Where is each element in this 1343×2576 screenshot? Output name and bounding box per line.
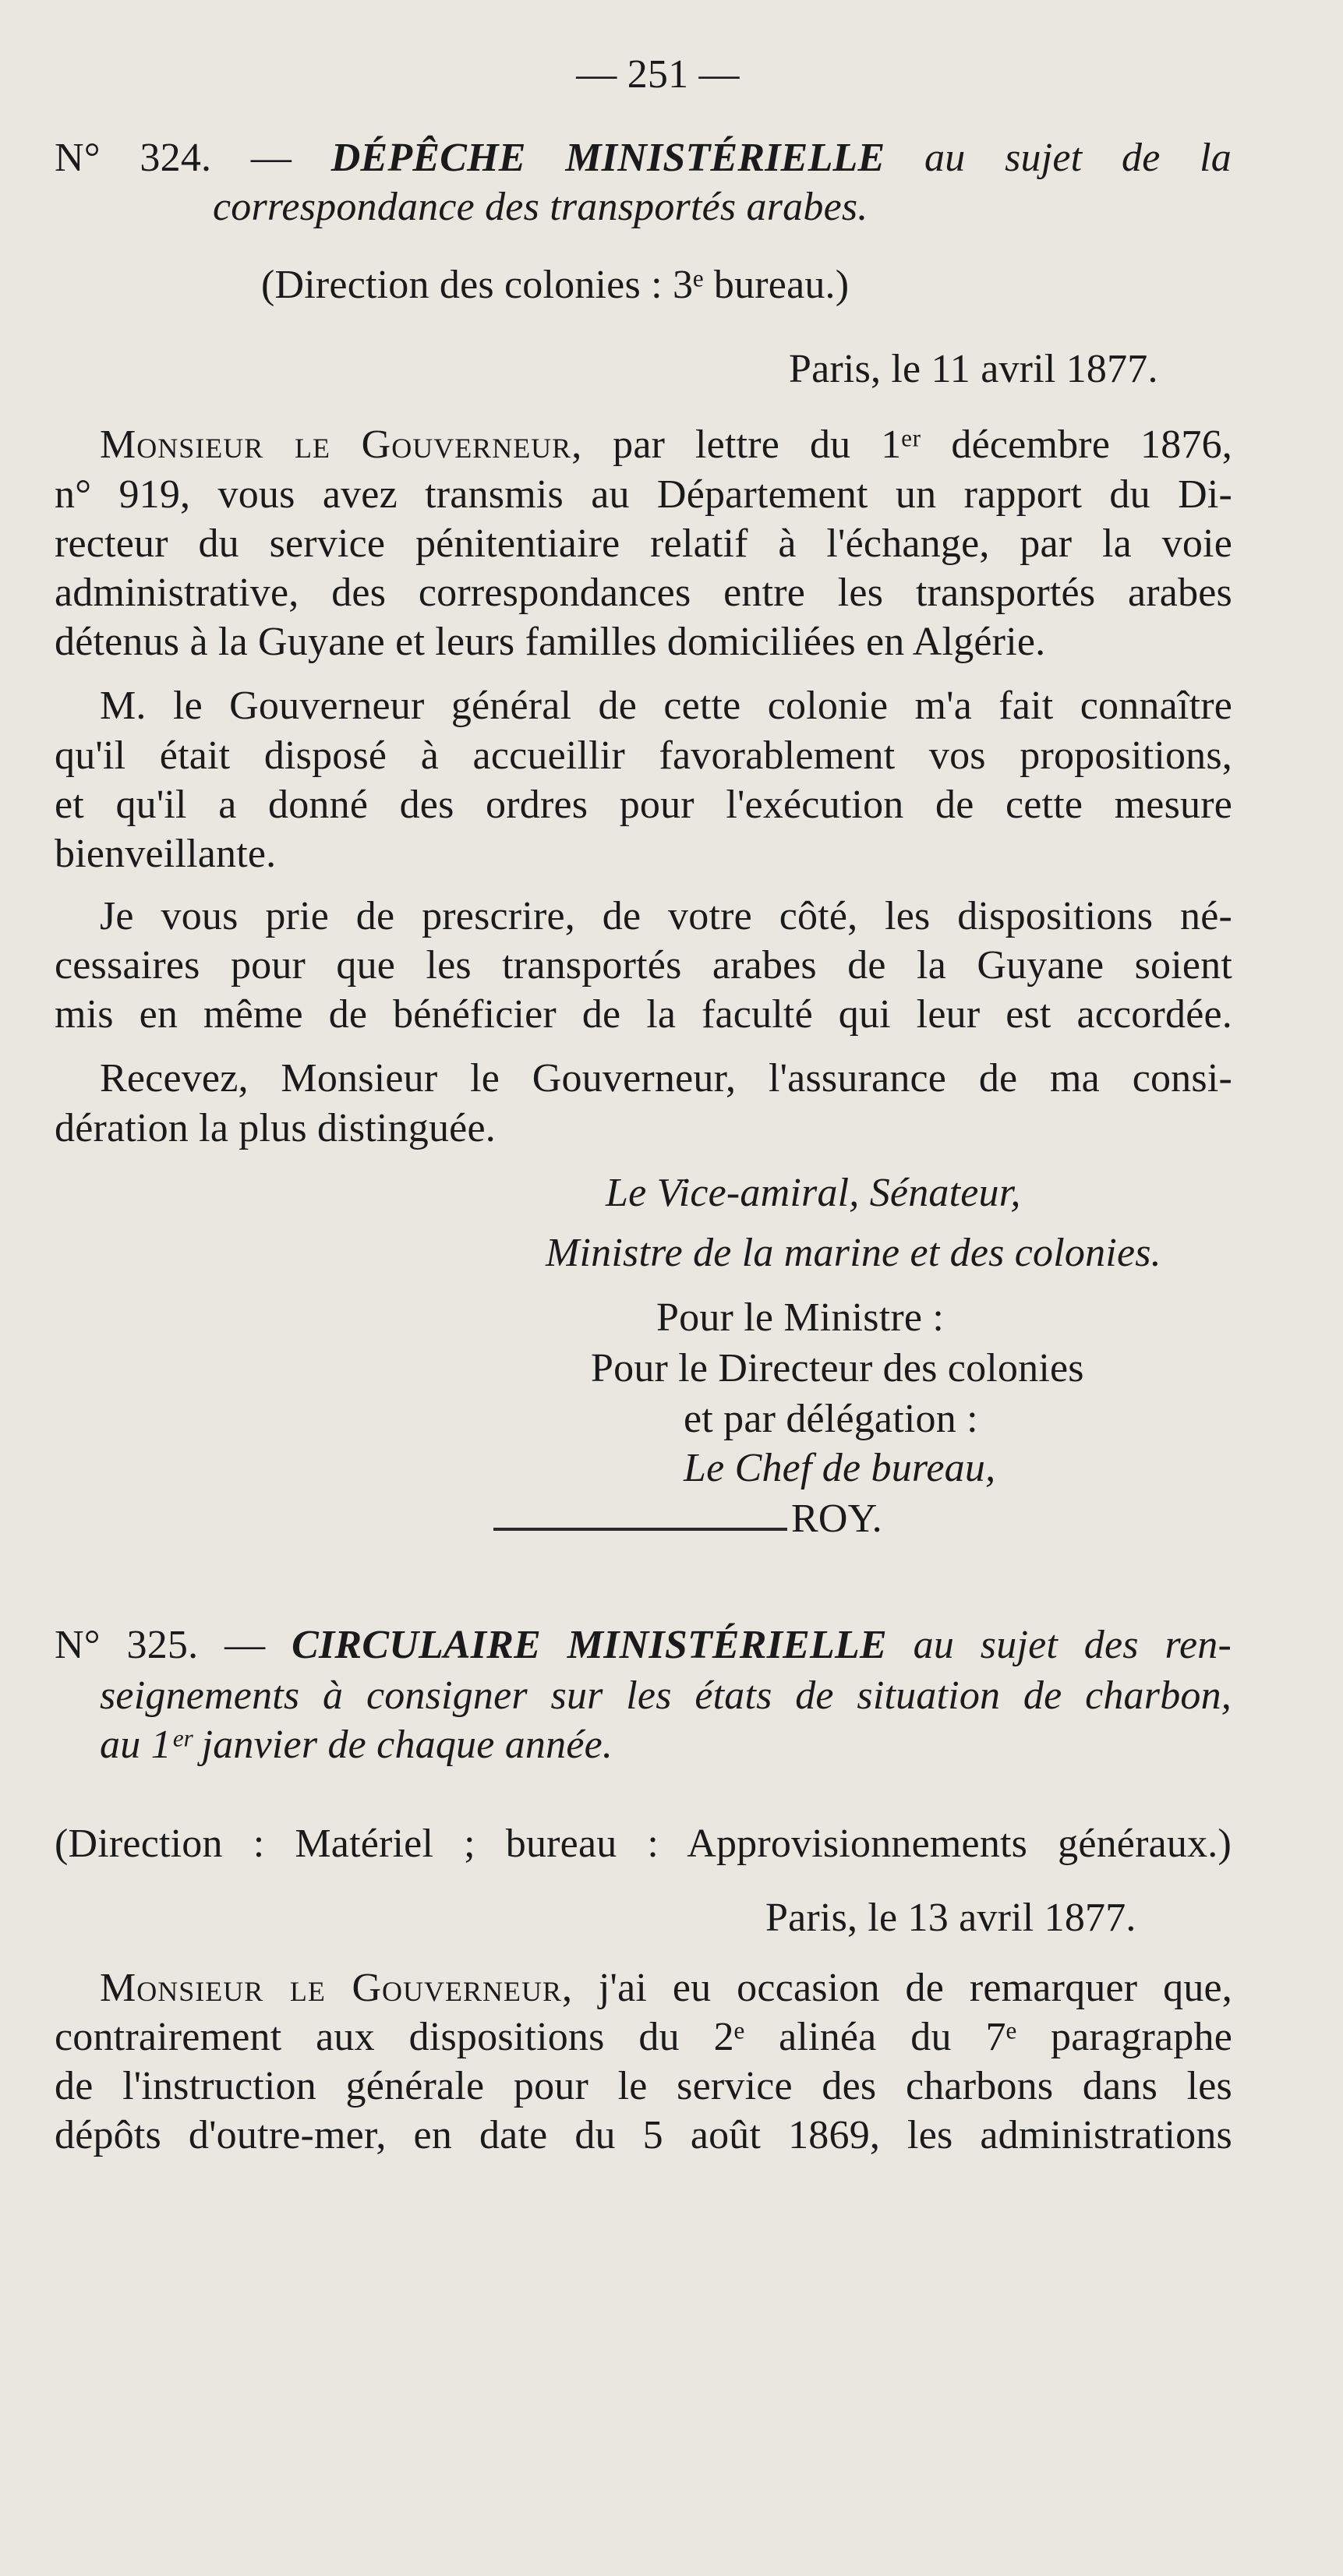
salutation-325: Monsieur le Gouverneur,	[100, 1966, 574, 2010]
paragraph-324-2-line3: et qu'il a donné des ordres pour l'exécution de cette mesure	[55, 783, 1232, 827]
heading-325-number: N° 325. —	[55, 1623, 266, 1667]
heading-325-line2: seignements à consigner sur les états de situation de charbon,	[100, 1673, 1232, 1718]
heading-325-rest: au sujet des ren-	[913, 1623, 1232, 1667]
signature-delegation: et par délégation :	[684, 1397, 978, 1441]
paragraph-324-3-line2: cessaires pour que les transportés arabes de la Guyane soient	[55, 943, 1232, 988]
paragraph-325-1-line4: dépôts d'outre-mer, en date du 5 août 1869, les administrations	[55, 2113, 1232, 2157]
paragraph-325-1-line2: contrairement aux dispositions du 2ᵉ alinéa du 7ᵉ paragraphe	[55, 2015, 1232, 2059]
date-325: Paris, le 13 avril 1877.	[765, 1896, 1136, 1940]
paragraph-324-4-line1: Recevez, Monsieur le Gouverneur, l'assurance de ma consi-	[100, 1056, 1232, 1101]
paragraph-324-2-line1: M. le Gouverneur général de cette colonie m'a fait connaître	[100, 684, 1232, 728]
direction-325: (Direction : Matériel ; bureau : Approvisionnements généraux.)	[55, 1822, 1232, 1866]
paragraph-324-3-line1: Je vous prie de prescrire, de votre côté, les dispositions né-	[100, 894, 1232, 938]
paragraph-324-2-line2: qu'il était disposé à accueillir favorablement vos propositions,	[55, 733, 1232, 778]
salutation-324: Monsieur le Gouverneur,	[100, 422, 583, 467]
paragraph-324-1-line3: recteur du service pénitentiaire relatif à l'échange, par la voie	[55, 521, 1232, 566]
paragraph-324-1-line4: administrative, des correspondances entre les transportés arabes	[55, 571, 1232, 615]
heading-325	[55, 1625, 1232, 1666]
section-divider	[493, 1528, 787, 1531]
signature-name: ROY.	[791, 1496, 882, 1541]
paragraph-324-3-line3: mis en même de bénéficier de la faculté qui leur est accordée.	[55, 992, 1232, 1037]
paragraph-325-1-line1	[100, 1968, 1232, 2009]
signature-chief: Le Chef de bureau,	[684, 1446, 996, 1490]
paragraph-324-1-text: par lettre du 1ᵉʳ décembre 1876,	[613, 422, 1233, 467]
paragraph-324-2-line4: bienveillante.	[55, 832, 277, 876]
signature-for-minister: Pour le Ministre :	[656, 1295, 945, 1340]
paragraph-324-1-line5: détenus à la Guyane et leurs familles domiciliées en Algérie.	[55, 620, 1046, 664]
paragraph-325-1-text: j'ai eu occasion de remarquer que,	[598, 1966, 1232, 2010]
page-number: — 251 —	[576, 52, 740, 97]
paragraph-324-4-line2: dération la plus distinguée.	[55, 1106, 496, 1150]
heading-324-line2: correspondance des transportés arabes.	[213, 185, 868, 229]
heading-324	[55, 138, 1232, 178]
heading-325-line3: au 1ᵉʳ janvier de chaque année.	[100, 1723, 613, 1767]
direction-324: (Direction des colonies : 3ᵉ bureau.)	[261, 263, 850, 307]
heading-324-title: DÉPÊCHE MINISTÉRIELLE	[330, 136, 885, 180]
heading-325-title: CIRCULAIRE MINISTÉRIELLE	[292, 1623, 887, 1667]
signature-title: Le Vice-amiral, Sénateur,	[606, 1171, 1021, 1215]
heading-324-rest: au sujet de la	[924, 136, 1232, 180]
heading-324-number: N° 324. —	[55, 136, 292, 180]
paragraph-324-1-line1	[100, 422, 1233, 467]
signature-for-director: Pour le Directeur des colonies	[591, 1346, 1084, 1390]
signature-ministry: Ministre de la marine et des colonies.	[546, 1231, 1161, 1275]
date-324: Paris, le 11 avril 1877.	[789, 347, 1158, 391]
paragraph-325-1-line3: de l'instruction générale pour le service des charbons dans les	[55, 2064, 1232, 2108]
paragraph-324-1-line2: n° 919, vous avez transmis au Département un rapport du Di-	[55, 472, 1232, 517]
